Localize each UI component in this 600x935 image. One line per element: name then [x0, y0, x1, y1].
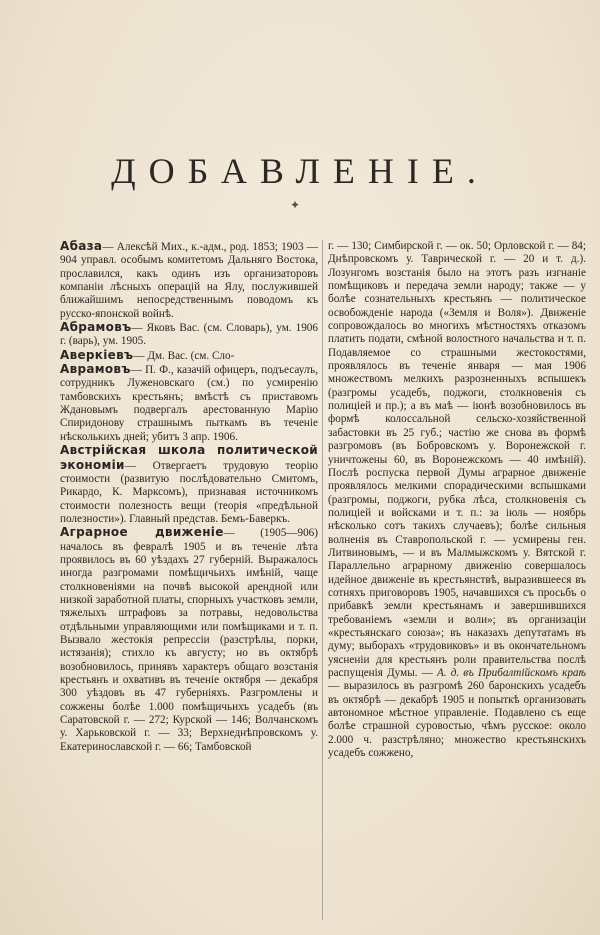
entry-abramov: [60, 321, 318, 349]
entry-headword: Абрамовъ: [60, 320, 132, 335]
entry-headword: Аграрное движеніе: [60, 525, 224, 540]
entry-continuation: [328, 240, 586, 760]
page-heading: ДОБАВЛЕНІЕ.: [111, 151, 489, 191]
entry-abaza: [60, 240, 318, 321]
entry-text: — Дм. Вас. (см. Сло-: [133, 349, 235, 362]
entry-text: г. — 130; Симбирской г. — ок. 50; Орловской г. — 84; Днѣпровскомъ у. Таврической г. — 20 и т. д.). Лозунгомъ возстанія было на этотъ разъ изгнаніе помѣщиковъ и передача земли народу; также — у болѣе сознательныхъ крестьянъ — политическое освобожденіе народа («Земля и Воля»). Движеніе сопровождалось во многихъ мѣстностяхъ отказомъ платить подати, смѣной волостного начальства и т. п. Подавляемое со страшными жестокостями, проявлялось въ теченіе января — мая 1906 множествомъ мелкихъ разрозненныхъ вспышекъ (разгромы усадебъ, поджоги, столкновенія съ полиціей и пр.); а въ маѣ — іюнѣ возобновилось въ формѣ колоссальной сельско-хозяйственной забастовки въ 25 губ.; частію же снова въ формѣ разгромовъ (въ Бобровскомъ у. Воронежской г. уничтожены 60, въ Воронежскомъ — 40 имѣній). Послѣ роспуска первой Думы аграрное движеніе проявлялось мелкими спорадическими вспышками (разгромы, поджоги, рубка лѣса, столкновенія съ полиціей и войсками и т. п.: за іюль — ноябрь нѣсколько сотъ такихъ случаевъ); болѣе сильныя волненія въ Ставропольской г. — усмирены ген. Литвиновымъ, — и въ Малмыжскомъ у. Вятской г. Параллельно аграрному движенію совершалось идейное движеніе въ крестьянствѣ, выразившееся въ сотняхъ приговоровъ 1905, начавшихся съ просьбъ о прибавкѣ земли крестьянамъ и завершившихся требованіемъ «земли и воли»; въ организаціи «крестьянскаго союза»; въ наказахъ депутатамъ въ думу; выборахъ «трудовиковъ» и въ окончательномъ уясненіи для крестьянъ роли правительства послѣ распущенія Думы. —: [328, 240, 586, 679]
entry-headword: Абаза: [60, 239, 103, 253]
left-column: [60, 240, 318, 754]
entry-text: — Отвергаетъ трудовую теорію стоимости (развитую послѣдовательно Смитомъ, Рикардо, К. Марксомъ), признавая источникомъ стоимости полезность вещи (теорія «предѣльной полезности»). Главный представ. Бемъ-Баверкъ.: [60, 459, 318, 525]
ornament-icon: ✦: [290, 198, 301, 212]
entry-text: — выразилось въ разгромѣ 260 баронскихъ усадебъ въ октябрѣ — декабрѣ 1905 и попыткѣ организовать автономное мѣстное управленіе. Подавлено съ еще болѣе страшной суровостью, чѣмъ русское: около 2.000 ч. разстрѣляно; множество крестьянскихъ усадебъ сожжено,: [328, 680, 586, 760]
entry-headword: Аврамовъ: [60, 362, 131, 377]
entry-text: — Яковъ Вас. (см. Словарь), ум. 1906 г. (варь), ум. 1905.: [60, 322, 318, 348]
entry-headword: Австрійская школа политической экономіи: [60, 443, 318, 472]
entry-text: — (1905—906) началось въ февралѣ 1905 и въ теченіе лѣта проявилось въ 60 уѣздахъ 27 губерній. Выражалось иногда разгромами помѣщичьихъ имѣній, чаще столкновеніями на почвѣ высокой арендной или низкой заработной платы, спорныхъ участковъ земли, тяжелыхъ штрафовъ за потравы, недовольства отдѣльными управляющими или помѣщиками и т. п. Вызвало жестокія репрессіи (разстрѣлы, порки, истязанія); стихло къ августу; но въ октябрѣ возобновилось, принявъ характеръ общаго возстанія крестьянъ и охвативъ въ теченіе октября — декабря 300 уѣздовъ въ 47 губерніяхъ. Разгромлены и сожжены болѣе 1.000 помѣщичьихъ усадебъ (въ Саратовской г. — 272; Курской — 146; Волчанскомъ у. Харьковской г. — 33; Верхнеднѣпровскомъ у. Екатеринославской г. — 66; Тамбовской: [60, 527, 319, 753]
entry-headword: Аверкіевъ: [60, 347, 134, 362]
entry-text: — П. Ф., казачій офицеръ, подъесаулъ, сотрудникъ Луженовскаго (см.) по усмиренію тамбовскихъ крестьянъ; вмѣстѣ съ приставомъ Ждановымъ подвергалъ арестованную Марію Спиридонову страшнымъ пыткамъ въ теченіе нѣсколькихъ дней; убитъ 3 апр. 1906.: [60, 364, 318, 443]
column-divider: [322, 240, 323, 920]
entry-avramov: [60, 363, 318, 444]
entry-austrian-school: [60, 444, 318, 526]
right-column: [328, 240, 586, 760]
entry-agrarian-movement: [60, 526, 318, 754]
entry-text: — Алексѣй Мих., к.-адм., род. 1853; 1903 — 904 управл. особымъ комитетомъ Дальняго Востока, прославился, какъ одинъ изъ организаторовъ компаніи лѣсныхъ операцій на Ялу, послужившей ближайшимъ непосредственнымъ поводомъ къ русско-японской войнѣ.: [60, 241, 318, 320]
entry-subheading: А. д. въ Прибалтійскомъ краѣ: [436, 667, 586, 679]
entry-averkiev: [60, 349, 318, 363]
